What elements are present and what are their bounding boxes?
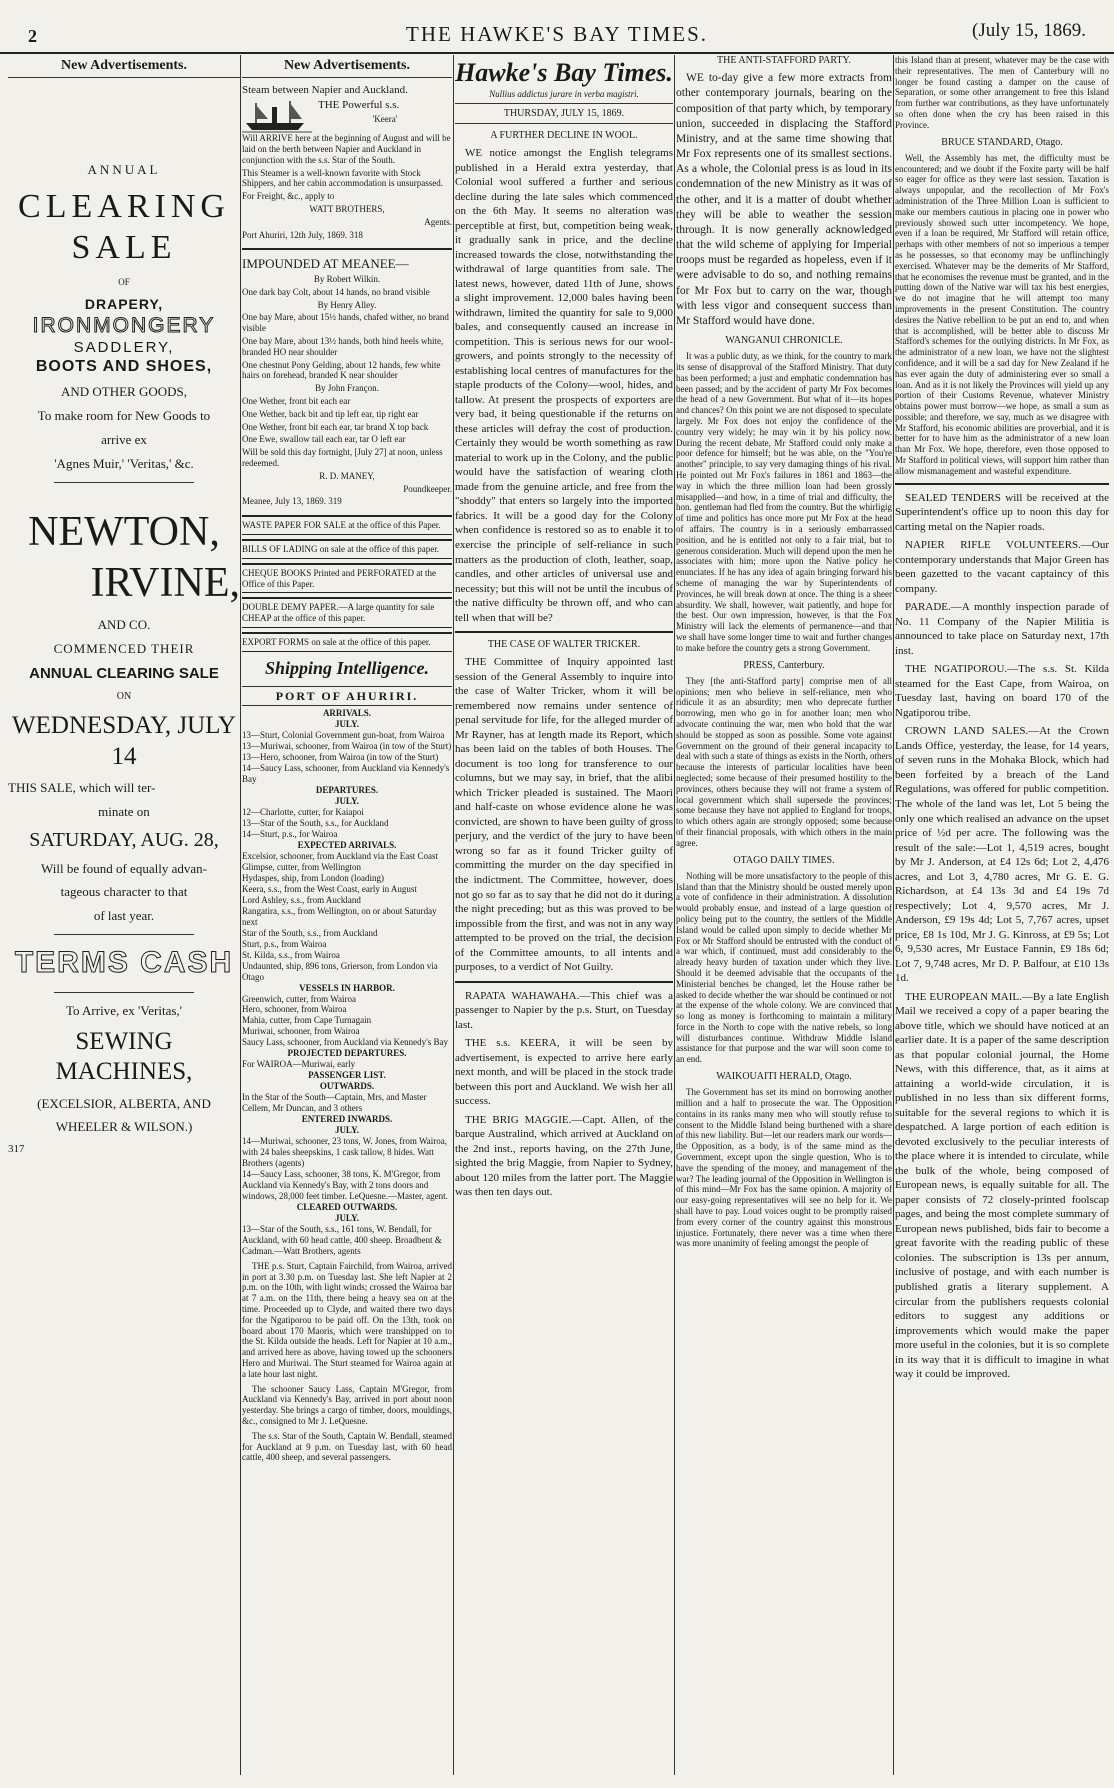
masthead <box>0 0 1114 50</box>
shipping-para: THE p.s. Sturt, Captain Fairchild, from Wairoa, arrived in port at 3.30 p.m. on Tuesday last. She left Napier at 2 p.m. on the 10th, with light winds; crossed the Wairoa bar at 7 a.m. on the 11th, there being a heavy sea on at the time. Proceeded up to Clyde, and waited there two days for the Ngatiporou to be paid off. On the 13th, took on board about 170 Maoris, which were transhipped on to the St. Kilda outside the heads. Left for Napier at 10 a.m., and arrived here as above, having towed up the schooners Hero and Muriwai. The Sturt steamed for Wairoa again at a late hour last night. <box>242 1260 452 1379</box>
news-item: PARADE.—A monthly inspection parade of No. 11 Company of the Napier Militia is announced to take place on Saturday next, 17th inst. <box>895 601 1109 657</box>
ad-line: WATT BROTHERS, <box>309 204 385 215</box>
shipping-line: 12—Charlotte, cutter, for Kaiapoi <box>242 807 364 818</box>
ad-line: AND CO. <box>97 617 151 633</box>
extract-body: It was a public duty, as we think, for the country to mark its sense of disapproval of the Stafford Ministry. That duty has been performed; a just and emphatic condemnation has been passed; and by the accident of party Mr Fox becomes the head of a new Government. But what of it—its hopes and chances? On this point we are not disposed to speculate largely. Mr Fox does not enjoy the confidence of the country very widely; he may win it by his policy now. During the recent debate, Mr Stafford could only make a poor defence for himself; but he was able, on the "You're another" principle, to say very damaging things of his rival. He pointed out Mr Fox's failures in 1861 and 1863—the way in which the three million loan had been grossly misapplied—and how, in a time of trial and difficulty, the hon. gentleman had fled from the country. But the whirligig of time and politics has once more put Mr Fox at the head of affairs. The country is in a seriously embarrassed position, and he is entitled not only to a fair trial, but to generous consideration. Much will depend upon the men he associates with him; more upon the Native policy he enunciates. If he has any idea of again bringing forward his scheme of managing the war by Superintendents of Provinces, he will break down at once. The thing is a sheer absurdity. We shall, however, wait patiently, and hope for the best. Our own impression, however, is that the Fox Ministry will lack the elements of permanence—and that we shall have some longer time to wait and further changes to make before the country gets a strong Government. <box>676 351 892 653</box>
paper-title: THE HAWKE'S BAY TIMES. <box>406 22 708 46</box>
shipping-line: PASSENGER LIST. <box>308 1070 386 1081</box>
news-item: NAPIER RIFLE VOLUNTEERS.—Our contemporary understands that Major Green has been gazetted to the vacant captaincy of this company. <box>895 539 1109 595</box>
ad-line: DRAPERY, <box>84 295 164 312</box>
shipping-line: DEPARTURES. <box>315 785 379 796</box>
news-item: THE NGATIPOROU.—The s.s. St. Kilda steamed for the East Cape, from Wairoa, on Tuesday last, having on board 170 of the Ngatiporou tribe. <box>895 663 1109 719</box>
news-item: THE s.s. KEERA, it will be seen by advertisement, is expected to arrive here early next month, and will be placed in the stock trade between this port and Auckland. We wish her all success. <box>455 1037 673 1108</box>
ad-line: SEWING MACHINES, <box>55 1027 193 1086</box>
shipping-line: Saucy Lass, schooner, from Auckland via Kennedy's Bay <box>242 1037 448 1048</box>
column-1-clearing-sale-ad <box>8 55 240 1780</box>
steam-ad <box>242 84 452 240</box>
ad-line: By John Françon. <box>315 383 379 394</box>
divider <box>895 483 1109 485</box>
ad-line: By Henry Alley. <box>317 299 377 310</box>
shipping-line: 14—Saucy Lass, schooner, from Auckland via Kennedy's Bay <box>242 763 450 785</box>
extract-source: WAIKOUAITI HERALD, Otago. <box>716 1071 852 1083</box>
ad-line: BOOTS AND SHOES, <box>35 357 213 375</box>
issue-date: (July 15, 1869. <box>972 20 1086 41</box>
ad-line: 'Agnes Muir,' 'Veritas,' &c. <box>54 455 194 471</box>
ad-line: NEWTON, <box>28 508 220 555</box>
shipping-line: 13—Muriwai, schooner, from Wairoa (in tow of the Sturt) <box>242 741 452 752</box>
ad-line: 'Keera' <box>372 114 398 125</box>
divider <box>54 482 193 483</box>
ad-line: This Steamer is a well-known favorite with Stock Shippers, and her cabin accommodation is unsurpassed. <box>242 167 443 189</box>
ad-line: (EXCELSIOR, ALBERTA, AND <box>37 1095 211 1111</box>
motto: Nullius addictus jurare in verba magistri. <box>455 89 673 104</box>
column-rule <box>453 55 454 1775</box>
shipping-line: JULY. <box>334 1212 360 1223</box>
shipping-line: JULY. <box>334 796 360 807</box>
ad-line: TERMS CASH <box>14 946 234 980</box>
shipping-line: ENTERED INWARDS. <box>301 1114 393 1125</box>
small-ad: DOUBLE DEMY PAPER.—A large quantity for sale CHEAP at the office of this paper. <box>242 597 452 628</box>
extract-source: OTAGO DAILY TIMES. <box>733 854 835 866</box>
ad-line: IRONMONGERY <box>32 313 216 337</box>
masthead-rule <box>0 52 1114 54</box>
ad-line: Will be sold this day fortnight, [July 27] at noon, unless redeemed. <box>242 447 443 468</box>
news-item: SEALED TENDERS will be received at the Superintendent's office up to noon this day for carting metal on the Napier roads. <box>895 491 1109 533</box>
article-heading: THE CASE OF WALTER TRICKER. <box>487 639 641 651</box>
shipping-line: Hero, schooner, from Wairoa <box>242 1004 347 1015</box>
column-rule <box>674 55 675 1775</box>
port-title: PORT OF AHURIRI. <box>242 686 452 707</box>
news-item: THE BRIG MAGGIE.—Capt. Allen, of the barque Australind, which arrived at Auckland on the 2nd inst., reports having, on the 27th June, sighted the brig Maggie, from Napier to Sydney, about 120 miles from the latter port. The Maggie was then ten days out. <box>455 1113 673 1199</box>
extract-source: WANGANUI CHRONICLE. <box>725 335 843 347</box>
ad-line: Will be found of equally advan- <box>41 860 207 876</box>
shipping-line: EXPECTED ARRIVALS. <box>297 839 397 850</box>
small-ad: BILLS OF LADING on sale at the office of this paper. <box>242 539 452 559</box>
shipping-line: Greenwich, cutter, from Wairoa <box>242 993 356 1004</box>
shipping-line: 14—Saucy Lass, schooner, 38 tons, K. M'Gregor, from Auckland via Kennedy's Bay, with 2 tons doors and windows, 28,000 feet timber. LeQuesne.—Master, agent. <box>242 1169 448 1201</box>
extract-source: PRESS, Canterbury. <box>743 659 825 671</box>
column-5-news <box>895 55 1109 1780</box>
column-rule <box>893 55 894 1775</box>
ad-line: CLEARING <box>18 187 230 225</box>
shipping-line: PROJECTED DEPARTURES. <box>287 1048 407 1059</box>
ad-line: One chestnut Pony Gelding, about 12 hands, few white hairs on forehead, branded K near shoulder <box>242 359 441 381</box>
extract-source: BRUCE STANDARD, Otago. <box>941 136 1063 148</box>
ad-line: WEDNESDAY, JULY 14 <box>12 712 236 770</box>
impounded-title: IMPOUNDED AT MEANEE— <box>242 256 409 272</box>
ad-line: minate on <box>98 804 150 820</box>
ad-line: Will ARRIVE here at the beginning of August and will be laid on the berth between Napier and Auckland in conjunction with the s.s. Star of the South. <box>242 133 451 165</box>
extract-body: They [the anti-Stafford party] comprise men of all opinions; men who believe in self-reliance, men who ridicule it as an absurdity; men who deprecate further borrowing, men who go in for another loan; men who advocate continuing the war, men who hold that the war should be stopped as soon as possible. Some vote against Government on the ground of their general incapacity to deal with such a state of things as exists in the North, others because the interests of particular localities have been neglected; some because of their presumed hostility to the provinces, others because they will not frame a system of local government which shall supersede the provinces; some because they have not applied to England for troops, to which others again are strongly opposed; some because of their financial proposals, with which others in the main agree. <box>676 675 892 848</box>
ad-line: OF <box>118 276 130 287</box>
ad-line: of last year. <box>93 908 155 924</box>
ad-line: For Freight, &c., apply to <box>242 191 335 202</box>
steam-title: Steam between Napier and Auckland. <box>242 84 408 97</box>
shipping-title: Shipping Intelligence. <box>264 657 430 678</box>
news-item: THE EUROPEAN MAIL.—By a late English Mail we received a copy of a paper bearing the above title, which we should have noticed at an earlier date. It is a paper of the same description as that popular colonial journal, the Home News, with this difference, that, as it aims at attaining a world-wide circulation, it is published in no less than six different forms, suitable for the several regions to which it is despatched. A large portion of each edition is devoted exclusively to the peculiar interests of the place where it is intended to circulate, while the bulk of the whole, being composed of European news, is equally suitable for all. The paper consists of 72 closely-printed foolscap pages, and being the most complete summary of European news published, bids fair to become a great favorite with the reading public of these colonies. The subscription is 13s per annum, inclusive of postage, and with each number is published gratis a literary supplement. A circular from the publishers requests colonial editors to suggest any additions or improvements which would make the paper more useful in the colonies, but it is so complete in its way that it is difficult to imagine in what way it could be improved. <box>895 990 1109 1381</box>
shipping-list <box>242 708 452 1256</box>
ad-line: One Wether, front bit each ear, tar brand X top back <box>242 421 429 432</box>
shipping-line: JULY. <box>334 1125 360 1136</box>
ad-line: tageous character to that <box>60 884 188 900</box>
impounded-ad <box>242 256 452 507</box>
ad-line: Port Ahuriri, 12th July, 1869. 318 <box>242 229 363 240</box>
ad-line: Agents. <box>424 216 452 227</box>
shipping-line: 13—Star of the South, s.s., for Auckland <box>242 818 389 829</box>
shipping-line: Star of the South, s.s., from Auckland <box>242 927 378 938</box>
shipping-line: 13—Sturt, Colonial Government gun-boat, from Wairoa <box>242 730 445 741</box>
ad-line: SADDLERY, <box>73 338 175 356</box>
ad-line: Poundkeeper. <box>403 483 452 494</box>
news-item: CROWN LAND SALES.—At the Crown Lands Office, yesterday, the lease, for 14 years, of seven runs in the Mohaka Block, which had been forfeited by a breach of the Land Regulations, was offered for public competition. The whole of the land was let, Lot 5 being the only one which realised an advance on the upset price of ½d per acre. The following was the result of the sale:—Lot 1, 4,519 acres, bought by Mr J. Anderson, at £4 12s 6d; Lot 2, 4,476 acres, and Lot 3, 4,780 acres, Mr G. E. G. Richardson, at £4 13s 3d and £4 19s 7d respectively; Lot 4, 9,570 acres, Mr J. Anderson, £9 19s 4d; Lot 5, 7,767 acres, upset price, £8 1s 10d, Mr J. G. Kinross, at £9 5s; Lot 6, 9,530 acres, Mr Eustace Fannin, £9 18s 6d; Lot 7, 9,748 acres, Mr D. P. Balfour, at £10 13s 1d. <box>895 725 1109 985</box>
ad-line: Meanee, July 13, 1869. 319 <box>242 496 342 507</box>
ad-line: To Arrive, ex 'Veritas,' <box>65 1002 183 1018</box>
shipping-para: The s.s. Star of the South, Captain W. Bendall, steamed for Auckland at 9 p.m. on Tuesday last, with 60 head cattle, 400 sheep, and several passengers. <box>242 1430 452 1463</box>
divider <box>455 631 673 633</box>
divider <box>242 248 452 250</box>
small-ad: WASTE PAPER FOR SALE at the office of this Paper. <box>242 515 452 535</box>
ad-line: By Robert Wilkin. <box>313 274 381 285</box>
shipping-line: For WAIROA—Muriwai, early <box>242 1059 356 1070</box>
shipping-line: Hydaspes, ship, from London (loading) <box>242 872 384 883</box>
article-heading: A FURTHER DECLINE IN WOOL. <box>490 129 638 141</box>
ad-line: THE Powerful s.s. <box>318 99 400 112</box>
shipping-line: Mahia, cutter, from Cape Turnagain <box>242 1015 372 1026</box>
divider <box>54 934 193 935</box>
ad-line: ANNUAL CLEARING SALE <box>29 664 219 682</box>
extract-body: Well, the Assembly has met, the difficulty must be encountered; and we doubt if the Foxite party will be half so eager for office as they were last session. Taxation is always unpopular, and the recollection of Mr Fox's administration of the Three Million Loan is sufficient to make our members cautious in placing one in power who previously showed such utter incompetency. We hope, even if a loan be required, Mr Stafford will retain office, perhaps with other members of not so imperious a temper as he possesses, so that economy may be unflinchingly exercised. Whatever may be the demerits of Mr Stafford, that he economises the revenue must be granted, and in the putting down of the Native war will tax his best energies, we do not imagine that he will attempt too many improvements in the present Constitution. The country desires the Native rebellion to be put an end to, and when that is accomplished, will be better able to discuss Mr Stafford's schemes for the outlying districts. In Mr Fox, as the administrator of a new loan, we have not the slightest confidence, and it will be a sad day for New Zealand if he has ever again the duty of administering ever so small a loan. And as it is not likely the Provinces will yield up any portion of their Customs Revenue, whatever Ministry obtains power must borrow—we hope, as small a sum as possible; and therefore, we say, much as we disagree with Mr Stafford, his economic abilities are proverbial, and it is better for to have him as the administrator of a new loan than Mr Fox. We hope, therefore, even those opposed to Mr Stafford in political views, will support him rather than allow mismanagement and wasteful expenditure. <box>895 152 1109 476</box>
shipping-line: Muriwai, schooner, from Wairoa <box>242 1026 360 1037</box>
shipping-line: In the Star of the South—Captain, Mrs, and Master Cellem, Mr Duncan, and 3 others <box>242 1092 427 1114</box>
shipping-line: 13—Hero, schooner, from Wairoa (in tow of the Sturt) <box>242 752 439 763</box>
ad-line: One Wether, back bit and tip left ear, tip right ear <box>242 408 419 419</box>
shipping-line: Excelsior, schooner, from Auckland via the East Coast <box>242 850 438 861</box>
news-item: RAPATA WAHAWAHA.—This chief was a passenger to Napier by the p.s. Sturt, on Tuesday last. <box>455 989 673 1031</box>
column-header: New Advertisements. <box>8 55 240 78</box>
shipping-line: 13—Star of the South, s.s., 161 tons, W. Bendall, for Auckland, with 60 head cattle, 400 sheep. Broadbent & Cadman.—Watt Brothers, agents <box>242 1223 442 1256</box>
shipping-line: St. Kilda, s.s., from Wairoa <box>242 949 340 960</box>
ad-line: To make room for New Goods to <box>37 408 211 424</box>
ad-line: AND OTHER GOODS, <box>60 384 188 400</box>
ad-line: ON <box>116 691 132 703</box>
ad-line: SATURDAY, AUG. 28, <box>29 829 219 852</box>
shipping-line: Lord Ashley, s.s., from Auckland <box>242 894 361 905</box>
ad-line: arrive ex <box>101 432 147 448</box>
shipping-para: The schooner Saucy Lass, Captain M'Gregor, from Auckland via Kennedy's Bay, arrived in port about noon yesterday. She brings a cargo of timber, doors, mouldings, &c., consigned to Mr J. LeQuesne. <box>242 1383 452 1426</box>
ad-line: One dark bay Colt, about 14 hands, no brand visible <box>242 286 430 297</box>
ad-line: One Ewe, swallow tail each ear, tar O left ear <box>242 434 406 445</box>
small-ad: CHEQUE BOOKS Printed and PERFORATED at the Office of this Paper. <box>242 563 452 594</box>
shipping-line: Undaunted, ship, 896 tons, Grierson, from London via Otago <box>242 960 438 982</box>
ad-code: 317 <box>8 1143 25 1156</box>
article-body: WE notice amongst the English telegrams published in a Herald extra yesterday, that Colonial wool suffered a further and serious decline during the late sales which commenced on the 6th May. It seems no alteration was perceptible at first, but, competition being weak, it gradually sank in price, and the decline increased towards the close, notwithstanding the withdrawal of large quantities from sale. The latest news, however, dated 11th of June, shows a slight improvement. 12,000 bales having been withdrawn, limited the quantity for sale to 9,000 bales, and consequently caused an increase in competition. This is serious news for our wool-growers, and points strongly to the necessity of establishing local centres of manufactures for the staple products of the Colony—wool, hides, and tallow. At present the prospects of exporters are very bad, it being questionable if the returns on these articles will defray the cost of production. Certainly they would be worth something as raw material to work up in the Colony, and the public would have the satisfaction of wearing cloth made from the genuine article, and free from the "shoddy" that enters so largely into the imported fabrics. It will be a good day for the Colony when confidence is restored so as to enable it to exercise the principle of self-reliance in such matters as the production of cloth, leather, soap, candles, and other articles of universal use and necessity; but this will not be until the incubus of the native difficulty be thrown off, and who can tell when that will be? <box>455 147 673 624</box>
ad-line: One bay Mare, about 15½ hands, chafed wither, no brand visible <box>242 312 449 334</box>
shipping-line: 14—Muriwai, schooner, 23 tons, W. Jones, from Wairoa, with 24 bales sheepskins, 1 cask tallow, 8 hides. Watt Brothers (agents) <box>242 1136 447 1169</box>
shipping-line: JULY. <box>334 719 360 730</box>
column-2-advertisements <box>242 55 452 1780</box>
shipping-line: CLEARED OUTWARDS. <box>296 1201 398 1212</box>
small-ad: EXPORT FORMS on sale at the office of this paper. <box>242 632 452 652</box>
shipping-line: Sturt, p.s., from Wairoa <box>242 938 327 949</box>
shipping-line: Rangatira, s.s., from Wellington, on or about Saturday next <box>242 905 437 927</box>
ad-line: R. D. MANEY, <box>319 470 375 481</box>
ad-line: One Wether, front bit each ear <box>242 396 351 406</box>
divider <box>455 981 673 983</box>
ad-line: COMMENCED THEIR <box>53 641 195 657</box>
shipping-line: Glimpse, cutter, from Wellington <box>242 861 361 872</box>
editorial-masthead: Hawke's Bay Times. <box>455 58 673 87</box>
editorial-date: THURSDAY, JULY 15, 1869. <box>455 108 673 124</box>
extract-body: Nothing will be more unsatisfactory to the people of this Island than that the Ministry should be ousted merely upon a vote of confidence in their administration. A dissolution would probably ensue, and instead of a large question of policy being put to the country, the settlers of the Middle Island would be called upon simply to decide whether Mr Fox or Mr Stafford should be entrusted with the conduct of a war which, if continued, must add considerably to the already heavy burden of taxation under which they live. Should it be deemed advisable that the occupants of the Ministerial benches be changed, let the House rather be asked to decide whether the war should be continued or not at the expense of the whole colony. We are convinced that so long as money is forthcoming to maintain a military force in the North to cope with the native rebels, so long will disturbances continue. Withdraw Middle Island assistance for that purpose and the war will soon come to an end. <box>676 870 892 1065</box>
shipping-line: ARRIVALS. <box>322 708 372 719</box>
column-3-editorial <box>455 55 673 1780</box>
ad-line: One bay Mare, about 13½ hands, both hind heels white, branded HO near shoulder <box>242 336 444 357</box>
page-number: 2 <box>28 26 37 46</box>
ad-line: WHEELER & WILSON.) <box>55 1119 193 1135</box>
shipping-line: OUTWARDS. <box>319 1081 375 1092</box>
shipping-line: 14—Sturt, p.s., for Wairoa <box>242 828 338 839</box>
column-header: New Advertisements. <box>242 55 452 78</box>
shipping-line: Keera, s.s., from the West Coast, early in August <box>242 883 417 894</box>
steamship-icon <box>242 99 312 133</box>
column-4-anti-stafford <box>676 55 892 1780</box>
ad-line: THIS SALE, which will ter- <box>8 780 156 796</box>
article-heading: THE ANTI-STAFFORD PARTY. <box>717 55 851 66</box>
article-body: WE to-day give a few more extracts from other contemporary journals, bearing on the composition of that party which, by temporary union, succeeded in displacing the Stafford Ministry, and at the same time showing that Mr Fox represents one of its smallest sections. As a whole, the Colonial press is as loud in its condemnation of the new Ministry as it was of the other, and it is a matter of doubt whether they will be able to weather the session through. It is now generally acknowledged that the wild scheme of applying for Imperial troops must be regarded as hopeless, even if it were advisable to do so, and nothing remains for Mr Fox but to carry on the war, though with less vigor and consequent success than Mr Stafford would have done. <box>676 72 892 327</box>
shipping-line: VESSELS IN HARBOR. <box>299 982 395 993</box>
column-rule <box>240 55 241 1775</box>
ad-line: SALE <box>71 229 177 267</box>
divider <box>54 992 193 993</box>
ad-line: ANNUAL <box>87 162 161 178</box>
article-body: THE Committee of Inquiry appointed last session of the General Assembly to inquire into the case of Walter Tricker, whom it will be remembered now remains under sentence of penal servitude for life, for the alleged murder of Mr Rayner, has at length made its Report, which has been laid on the tables of both Houses. The document is too long for transference to our columns, but we may say, in brief, that the alibi which Tricker pleaded is sustained. The Maori and half-caste on whose evidence alone he was convicted, are shown to have been guilty of gross perjury, and the verdict of the jury to have been wrong so far as it found Tricker guilty of committing the murder on the day specified in the indictment. The Committee, however, does not go so far as to say that he did not do it during the night preceding; but as this was proved to be impossible from the first, and was not in any way attempted to be proved on the trial, the decision of the Committee amounts, to all intents and purposes, to a verdict of Not Guilty. <box>455 656 673 974</box>
extract-body: The Government has set its mind on borrowing another million and a half to prosecute the war. The Opposition contains in its ranks many men who will stoutly refuse to consent to the Middle Island being burthened with a share of this new liability. But—let our readers mark our words—the Opposition, as a body, is of the same mind as the Government, except upon the single question, Who is to have the spending of the money, and management of the war? The leading journal of the Opposition in Wellington is of this mind—Mr Fox has the same opinion. A majority of our easy-going representatives will see no help for it. We shall have to pay. Loud voices ought to be promptly raised from every corner of the country against this monstrous injustice. Fortunately, there never was a time when there was more unanimity of feeling amongst the people of <box>676 1087 892 1249</box>
ad-line: IRVINE, <box>90 560 240 607</box>
extract-body: this Island than at present, whatever may be the case with their representatives. The men of Canterbury will no longer be found casting a damper on the cause of Separation, or some other arrangement to free this Island from further war contributions, as they have unfortunately so often done when the cry has been raised in this Province. <box>895 55 1109 130</box>
